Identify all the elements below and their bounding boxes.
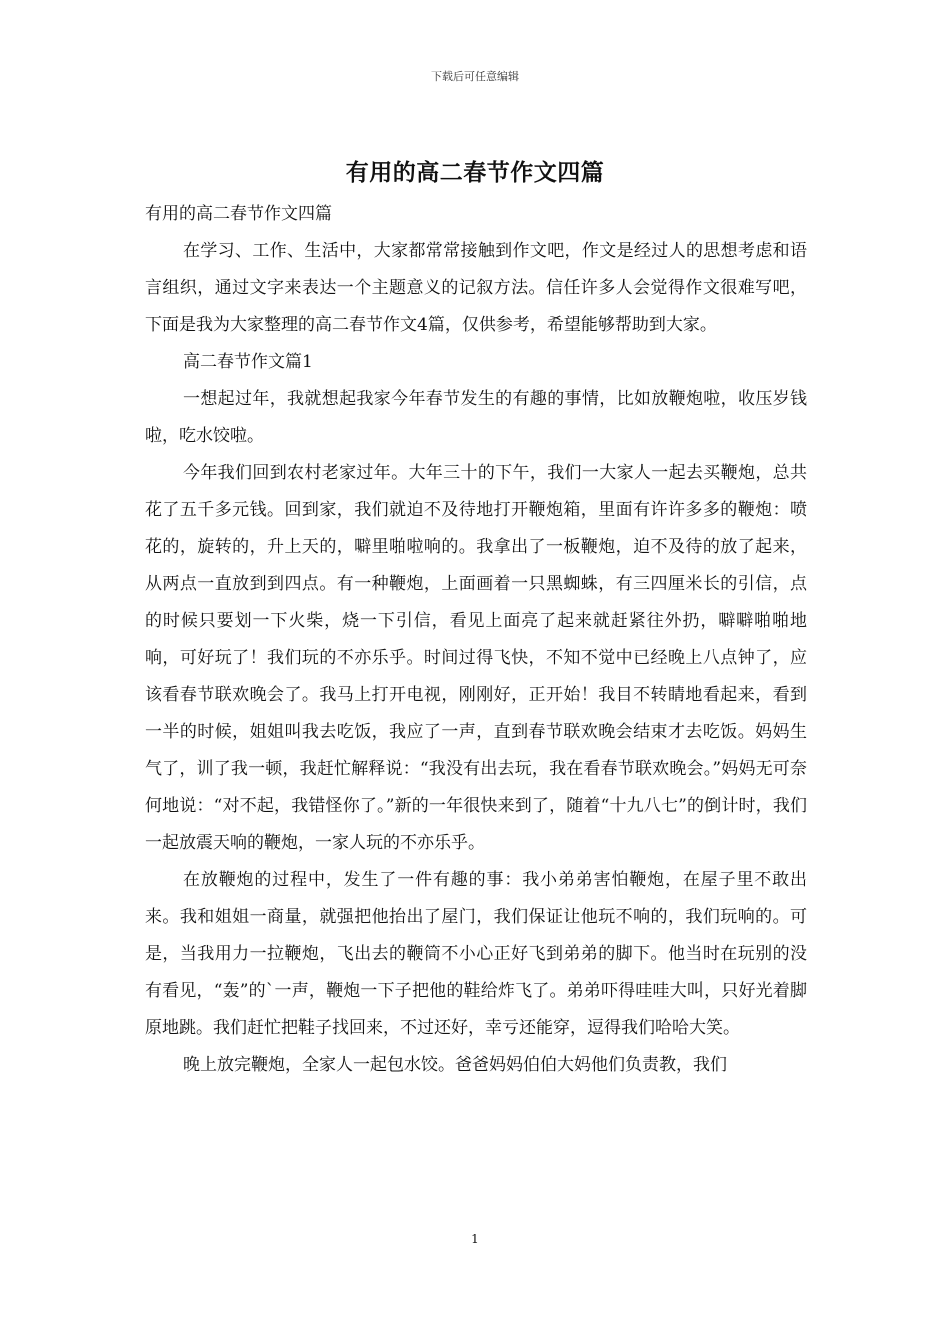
intro-paragraph: 在学习、工作、生活中，大家都常常接触到作文吧，作文是经过人的思想考虑和语言组织，通过文字来表达一个主题意义的记叙方法。信任许多人会觉得作文很难写吧，下面是我为大家整理的高二春节作文4篇，仅供参考，希望能够帮助到大家。: [145, 241, 807, 335]
body-paragraph: 在放鞭炮的过程中，发生了一件有趣的事：我小弟弟害怕鞭炮，在屋子里不敢出来。我和姐姐一商量，就强把他抬出了屋门，我们保证让他玩不响的，我们玩响的。可是，当我用力一拉鞭炮，飞出去的鞭筒不小心正好飞到弟弟的脚下。他当时在玩别的没有看见，“轰”的`一声，鞭炮一下子把他的鞋给炸飞了。弟弟吓得哇哇大叫，只好光着脚原地跳。我们赶忙把鞋子找回来，不过还好，幸亏还能穿，逗得我们哈哈大笑。: [145, 870, 807, 1038]
page-number: 1: [471, 1232, 479, 1246]
document-body: [145, 196, 807, 1084]
section-heading: 高二春节作文篇1: [183, 352, 313, 372]
subtitle-line: 有用的高二春节作文四篇: [145, 204, 332, 224]
header-note: 下载后可任意编辑: [431, 70, 519, 83]
body-paragraph: 一想起过年，我就想起我家今年春节发生的有趣的事情，比如放鞭炮啦，收压岁钱啦，吃水饺啦。: [145, 389, 807, 446]
body-paragraph: 晚上放完鞭炮，全家人一起包水饺。爸爸妈妈伯伯大妈他们负责教，我们: [183, 1055, 727, 1075]
document-title: 有用的高二春节作文四篇: [345, 159, 605, 186]
body-paragraph: 今年我们回到农村老家过年。大年三十的下午，我们一大家人一起去买鞭炮，总共花了五千多元钱。回到家，我们就迫不及待地打开鞭炮箱，里面有许许多多的鞭炮：喷花的，旋转的，升上天的，噼里啪啦响的。我拿出了一板鞭炮，迫不及待的放了起来，从两点一直放到到四点。有一种鞭炮，上面画着一只黑蜘蛛，有三四厘米长的引信，点的时候只要划一下火柴，烧一下引信，看见上面亮了起来就赶紧往外扔，噼噼啪啪地响，可好玩了！我们玩的不亦乐乎。时间过得飞快，不知不觉中已经晚上八点钟了，应该看春节联欢晚会了。我马上打开电视，刚刚好，正开始！我目不转睛地看起来，看到一半的时候，姐姐叫我去吃饭，我应了一声，直到春节联欢晚会结束才去吃饭。妈妈生气了，训了我一顿，我赶忙解释说：“我没有出去玩，我在看春节联欢晚会。”妈妈无可奈何地说：“对不起，我错怪你了。”新的一年很快来到了，随着“十九八七”的倒计时，我们一起放震天响的鞭炮，一家人玩的不亦乐乎。: [145, 463, 807, 853]
